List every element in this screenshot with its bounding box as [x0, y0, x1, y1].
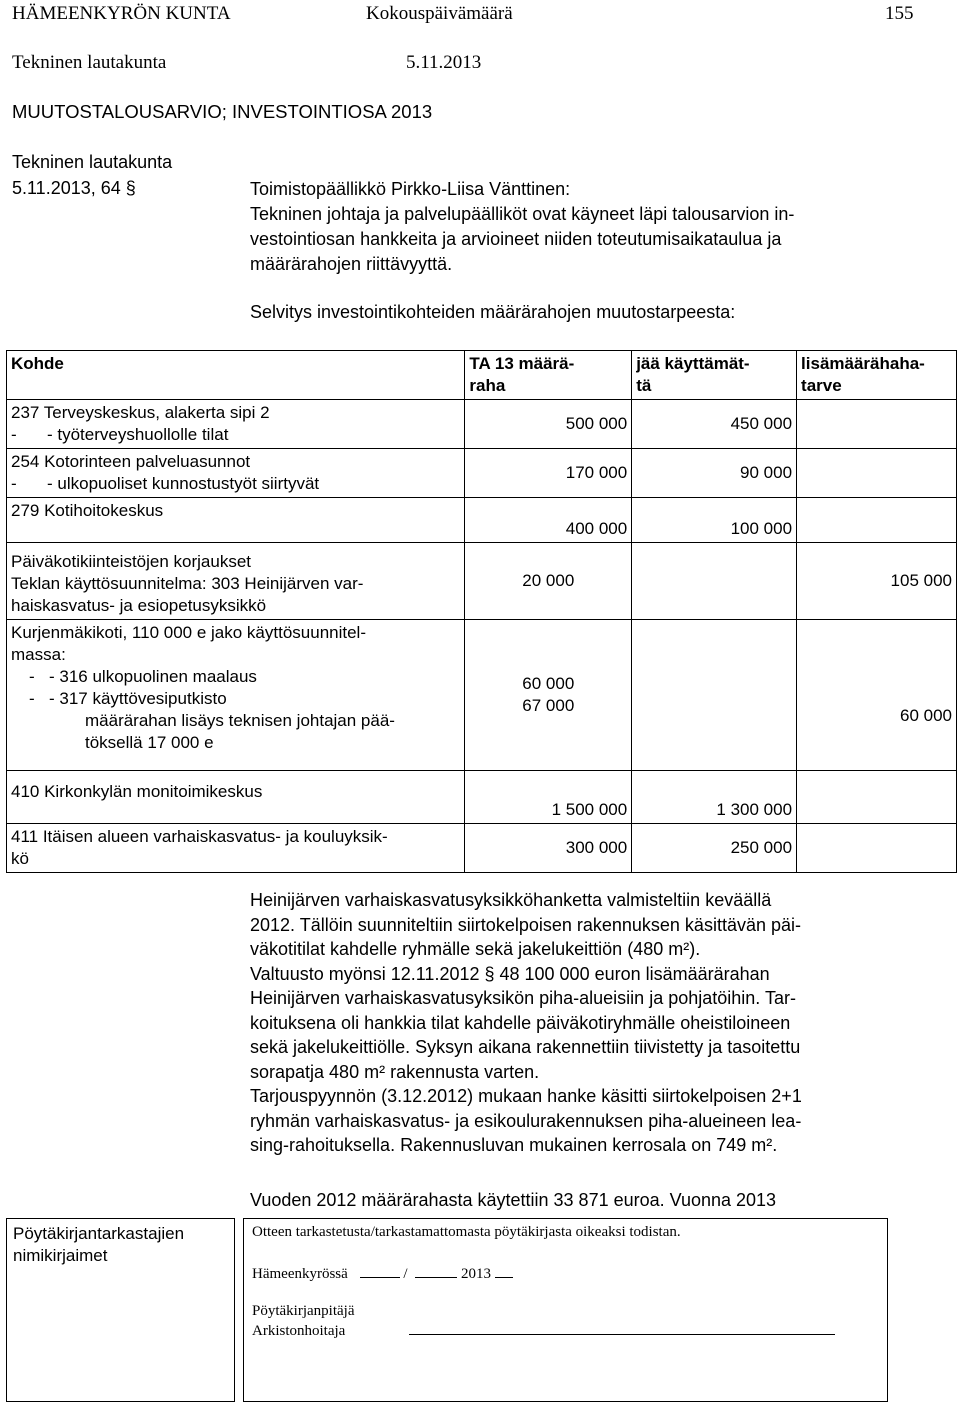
body-line: Tarjouspyynnön (3.12.2012) mukaan hanke käsitti siirtokelpoisen 2+1	[250, 1086, 802, 1106]
cell-jaa	[632, 620, 797, 771]
body-line: sekä jakelukeittiölle. Syksyn aikana rakennettiin tiivistetty ja tasoitettu	[250, 1037, 801, 1057]
body-line: Heinijärven varhaiskasvatusyksikköhanketta valmisteltiin keväällä	[250, 890, 772, 910]
body-line: Valtuusto myönsi 12.11.2012 § 48 100 000 euron lisämäärärahan	[250, 963, 770, 984]
date-separator: /	[403, 1266, 408, 1282]
intro-paragraph	[250, 177, 794, 277]
body-line: väkotitilat kahdelle ryhmälle sekä jakelukeittiön (480 m²).	[250, 939, 701, 959]
body-line: Heinijärven varhaiskasvatusyksikön piha-alueisiin ja pohjatöihin. Tar-	[250, 988, 796, 1008]
cell-jaa: 1 300 000	[632, 771, 797, 824]
place-date-line	[252, 1263, 879, 1283]
table-row	[7, 449, 957, 498]
header-kohde: Kohde	[7, 351, 465, 400]
month-blank	[415, 1263, 457, 1278]
row-label: Kurjenmäkikoti, 110 000 e jako käyttösuunnitel- massa: - - 316 ulkopuolinen maalaus - - 317 käyttövesiputkisto määrärahan lisäys teknisen johtajan pää- töksellä 17 000 e	[7, 620, 465, 771]
signature-blank	[409, 1320, 835, 1335]
table-row	[7, 824, 957, 873]
cell-jaa	[632, 543, 797, 620]
cell-lisa	[797, 824, 957, 873]
row-label: 254 Kotorinteen palveluasunnot - - ulkopuoliset kunnostustyöt siirtyvät	[7, 449, 465, 498]
body-line: ryhmän varhaiskasvatus- ja esikoulurakennuksen piha-alueineen lea-	[250, 1110, 802, 1131]
cell-ta13: 60 000 67 000	[465, 620, 632, 771]
row-label: 411 Itäisen alueen varhaiskasvatus- ja kouluyksik- kö	[7, 824, 465, 873]
cell-ta13: 1 500 000	[465, 771, 632, 824]
signer-title: Pöytäkirjanpitäjä	[252, 1303, 355, 1319]
cell-lisa	[797, 400, 957, 449]
year-label: 2013	[460, 1266, 491, 1282]
table-row	[7, 498, 957, 543]
signer-line	[252, 1320, 879, 1340]
intro-line: Toimistopäällikkö Pirkko-Liisa Vänttinen:	[250, 179, 571, 199]
day-blank	[360, 1263, 400, 1278]
excerpt-statement: Otteen tarkastetusta/tarkastamattomasta pöytäkirjasta oikeaksi todistan.	[252, 1224, 681, 1240]
header-jaa-kayttamatta: jää käyttämät- tä	[632, 351, 797, 400]
row-label: 410 Kirkonkylän monitoimikeskus	[7, 771, 465, 824]
row-label: 279 Kotihoitokeskus	[7, 498, 465, 543]
committee-name: Tekninen lautakunta	[12, 52, 167, 73]
intro-line: Tekninen johtaja ja palvelupäälliköt ovat käyneet läpi talousarvion in-	[250, 204, 795, 224]
body-line: koituksena oli hankkia tilat kahdelle päiväkotiryhmälle oheistiloineen	[250, 1012, 791, 1033]
header-ta13: TA 13 määrä- raha	[465, 351, 632, 400]
table-row	[7, 400, 957, 449]
cell-lisa: 105 000	[797, 543, 957, 620]
year-blank	[495, 1263, 513, 1278]
intro-line: vestointiosan hankkeita ja arvioineet niiden toteutumisaikataulua ja	[250, 229, 782, 249]
cell-lisa	[797, 771, 957, 824]
cell-lisa: 60 000	[797, 620, 957, 771]
cell-ta13: 300 000	[465, 824, 632, 873]
budget-table	[6, 350, 957, 873]
intro-line: määrärahojen riittävyyttä.	[250, 254, 453, 274]
signer-title-2: Arkistonhoitaja	[252, 1323, 346, 1339]
meeting-date-label: Kokouspäivämäärä	[366, 3, 513, 24]
table-row	[7, 771, 957, 824]
cell-jaa: 250 000	[632, 824, 797, 873]
cell-ta13: 170 000	[465, 449, 632, 498]
table-header-row	[7, 351, 957, 400]
body-line: sorapatja 480 m² rakennusta varten.	[250, 1061, 540, 1082]
body-line: 2012. Tällöin suunniteltiin siirtokelpoisen rakennuksen käsittävän päi-	[250, 914, 801, 935]
table-row	[7, 543, 957, 620]
table-row	[7, 620, 957, 771]
body-line: sing-rahoituksella. Rakennusluvan mukainen kerrosala on 749 m².	[250, 1135, 778, 1155]
cell-ta13: 20 000	[465, 543, 632, 620]
reviewer-label: Pöytäkirjantarkastajien	[13, 1224, 185, 1243]
municipality-name: HÄMEENKYRÖN KUNTA	[12, 3, 231, 24]
certification-box	[243, 1218, 888, 1402]
page-number: 155	[885, 3, 914, 24]
row-label: 237 Terveyskeskus, alakerta sipi 2 - - työterveyshuollolle tilat	[7, 400, 465, 449]
cell-ta13: 400 000	[465, 498, 632, 543]
cell-jaa: 450 000	[632, 400, 797, 449]
reviewer-initials-box	[6, 1218, 235, 1402]
table-caption: Selvitys investointikohteiden määrärahojen muutostarpeesta:	[250, 302, 736, 322]
place-label: Hämeenkyrössä	[252, 1266, 348, 1282]
body-paragraph	[250, 888, 802, 1158]
header-lisamaararahatarve: lisämäärähaha- tarve	[797, 351, 957, 400]
cell-lisa	[797, 449, 957, 498]
reference-body: Tekninen lautakunta	[12, 152, 173, 172]
initials-label: nimikirjaimet	[13, 1246, 108, 1265]
body-last-line: Vuoden 2012 määrärahasta käytettiin 33 871 euroa. Vuonna 2013	[250, 1190, 777, 1210]
cell-jaa: 100 000	[632, 498, 797, 543]
meeting-date: 5.11.2013	[406, 52, 482, 73]
section-title: MUUTOSTALOUSARVIO; INVESTOINTIOSA 2013	[12, 101, 433, 122]
reference-date-section: 5.11.2013, 64 §	[12, 178, 136, 198]
cell-jaa: 90 000	[632, 449, 797, 498]
cell-lisa	[797, 498, 957, 543]
row-label: Päiväkotikiinteistöjen korjaukset Teklan käyttösuunnitelma: 303 Heinijärven var- haiskasvatus- ja esiopetusyksikkö	[7, 543, 465, 620]
cell-ta13: 500 000	[465, 400, 632, 449]
